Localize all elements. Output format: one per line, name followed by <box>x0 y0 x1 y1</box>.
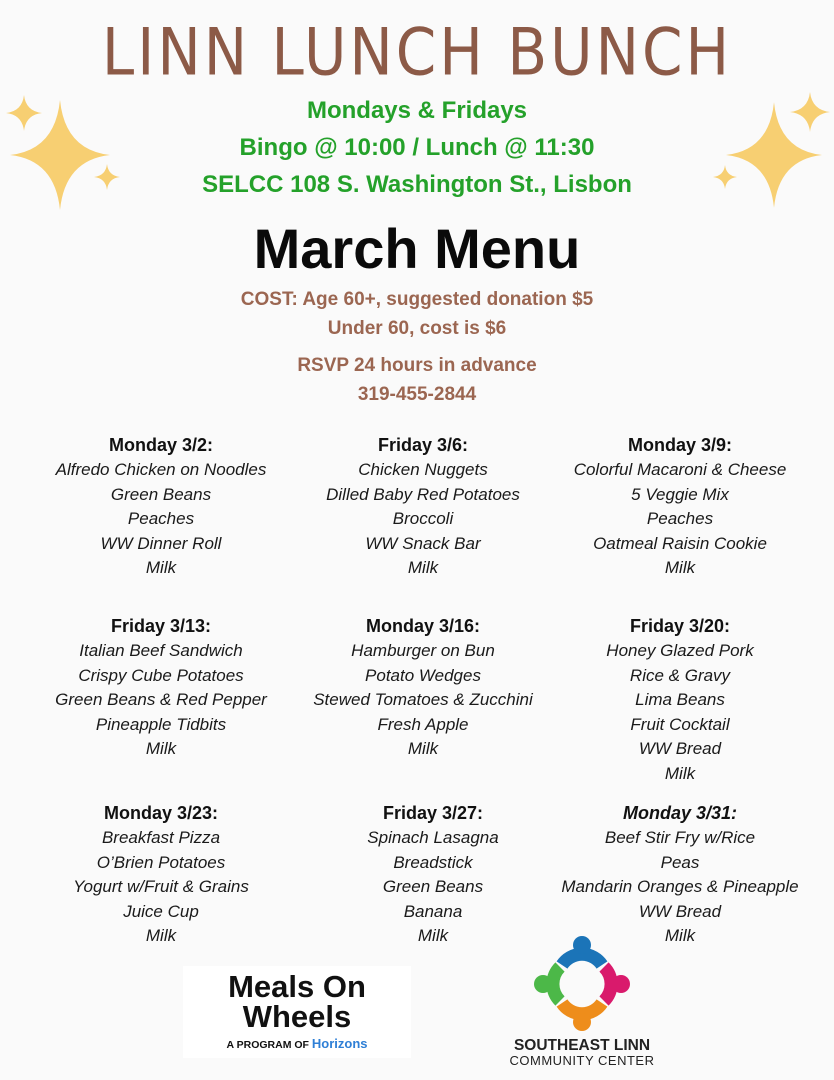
selcc-subtitle: COMMUNITY CENTER <box>509 1053 655 1068</box>
menu-item: Spinach Lasagna <box>367 828 499 847</box>
day-heading: Monday 3/16: <box>365 616 481 636</box>
menu-item: Crispy Cube Potatoes <box>78 665 244 685</box>
menu-item: Dilled Baby Red Potatoes <box>326 484 520 504</box>
menu-item: WW Snack Bar <box>365 533 481 553</box>
menu-item: Stewed Tomatoes & Zucchini <box>313 690 533 710</box>
menu-item: Oatmeal Raisin Cookie <box>593 533 767 553</box>
menu-item: Milk <box>145 926 177 946</box>
menu-item: Potato Wedges <box>365 665 481 685</box>
menu-item: Milk <box>407 739 439 759</box>
page-title: LINN LUNCH BUNCH <box>101 14 733 91</box>
menu-item: Green Beans <box>110 484 212 504</box>
menu-item: Green Beans & Red Pepper <box>55 690 267 710</box>
menu-item: Pineapple Tidbits <box>95 714 227 734</box>
menu-day <box>541 432 819 581</box>
day-heading: Monday 3/9: <box>627 435 733 455</box>
menu-item: Honey Glazed Pork <box>606 641 754 660</box>
menu-item: Fruit Cocktail <box>630 714 730 734</box>
menu-day <box>22 613 300 762</box>
menu-day <box>22 800 300 949</box>
menu-item: Fresh Apple <box>377 714 469 734</box>
menu-item: WW Dinner Roll <box>100 533 222 553</box>
menu-item: Milk <box>145 739 177 759</box>
menu-item: Chicken Nuggets <box>358 460 488 479</box>
logo-text: Meals On <box>228 969 366 1004</box>
menu-day <box>294 800 572 949</box>
menu-item: Milk <box>417 926 449 946</box>
program-of-text: A PROGRAM OF <box>226 1039 309 1051</box>
menu-item: O’Brien Potatoes <box>96 852 226 872</box>
cost-line-1: COST: Age 60+, suggested donation $5 <box>240 289 594 310</box>
menu-item: WW Bread <box>638 901 722 921</box>
menu-day <box>284 432 562 581</box>
menu-item: Broccoli <box>392 509 454 529</box>
menu-item: Peaches <box>127 509 195 529</box>
menu-item: Alfredo Chicken on Noodles <box>55 460 267 479</box>
menu-item: WW Bread <box>638 739 722 759</box>
menu-item: Yogurt w/Fruit & Grains <box>73 877 249 897</box>
menu-item: Colorful Macaroni & Cheese <box>573 460 787 479</box>
menu-item: Italian Beef Sandwich <box>79 641 243 660</box>
meals-on-wheels-logo <box>183 966 411 1058</box>
menu-item: Milk <box>407 558 439 578</box>
menu-item: Hamburger on Bun <box>351 641 495 660</box>
day-heading: Monday 3/31: <box>622 803 738 823</box>
menu-item: Mandarin Oranges & Pineapple <box>561 877 799 897</box>
location: SELCC 108 S. Washington St., Lisbon <box>202 171 632 198</box>
menu-item: Milk <box>145 558 177 578</box>
horizons-text: Horizons <box>311 1036 368 1051</box>
menu-item: Milk <box>664 926 696 946</box>
menu-item: 5 Veggie Mix <box>631 484 729 504</box>
menu-day <box>541 613 819 787</box>
menu-item: Breakfast Pizza <box>101 828 221 847</box>
menu-item: Lima Beans <box>635 690 725 710</box>
menu-day <box>284 613 562 762</box>
selcc-name: SOUTHEAST LINN <box>513 1037 651 1054</box>
schedule-times: Bingo @ 10:00 / Lunch @ 11:30 <box>239 134 595 161</box>
cost-line-2: Under 60, cost is $6 <box>327 318 507 339</box>
community-people-icon <box>532 935 632 1031</box>
menu-item: Beef Stir Fry w/Rice <box>604 828 756 847</box>
day-heading: Friday 3/6: <box>377 435 469 455</box>
day-heading: Friday 3/20: <box>629 616 731 636</box>
phone-number: 319-455-2844 <box>357 384 477 405</box>
schedule-days: Mondays & Fridays <box>306 97 528 124</box>
menu-item: Green Beans <box>382 877 484 897</box>
day-heading: Monday 3/2: <box>108 435 214 455</box>
menu-title: March Menu <box>253 217 581 280</box>
menu-day <box>541 800 819 949</box>
menu-item: Breadstick <box>393 852 473 872</box>
menu-item: Rice & Gravy <box>629 665 731 685</box>
rsvp-text: RSVP 24 hours in advance <box>297 355 537 376</box>
day-heading: Friday 3/13: <box>110 616 212 636</box>
logo-text: Wheels <box>242 999 352 1034</box>
day-heading: Monday 3/23: <box>103 803 219 823</box>
menu-item: Juice Cup <box>123 901 199 921</box>
menu-item: Peas <box>660 852 700 872</box>
logo-subtitle <box>183 1036 411 1051</box>
menu-day <box>22 432 300 581</box>
menu-item: Milk <box>664 558 696 578</box>
menu-item: Milk <box>664 763 696 783</box>
day-heading: Friday 3/27: <box>382 803 484 823</box>
selcc-logo <box>506 935 658 1068</box>
menu-item: Peaches <box>646 509 714 529</box>
menu-item: Banana <box>403 901 463 921</box>
